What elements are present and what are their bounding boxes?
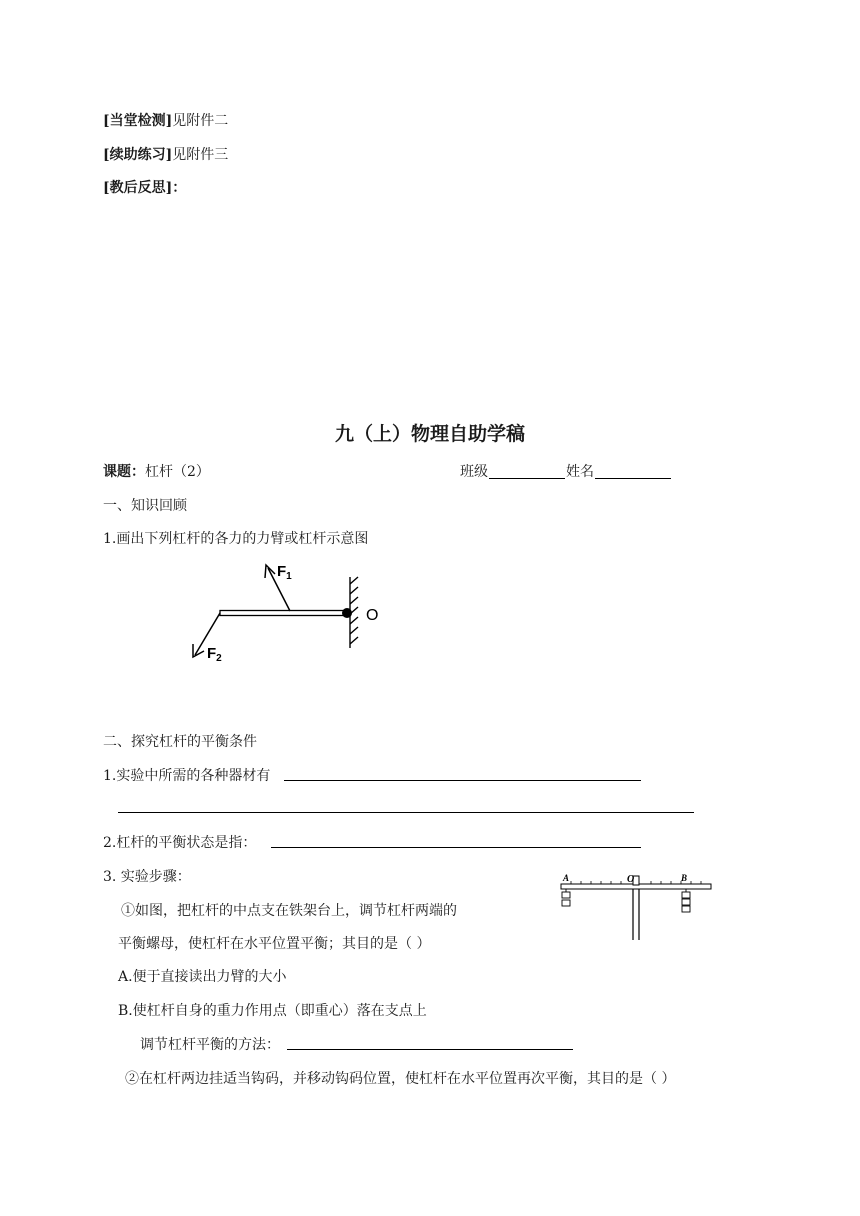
step1-line1: ①如图，把杠杆的中点支在铁架台上，调节杠杆两端的 bbox=[121, 903, 457, 919]
section2-question1: 1.实验中所需的各种器材有 bbox=[103, 768, 271, 784]
lever-bar bbox=[220, 611, 345, 616]
section2-question3: 3. 实验步骤： bbox=[103, 869, 191, 885]
step1-line2: 平衡螺母，使杠杆在水平位置平衡；其目的是（ ） bbox=[118, 936, 431, 952]
topic-value: 杠杆（2） bbox=[145, 464, 210, 480]
name-label: 姓名 bbox=[566, 464, 594, 480]
page-title: 九（上）物理自助学稿 bbox=[334, 423, 525, 445]
topic-label: 课题： bbox=[103, 464, 145, 480]
reflection-line bbox=[103, 177, 186, 197]
point-a-label: A bbox=[563, 873, 570, 883]
lever-balance-diagram bbox=[556, 870, 716, 945]
f2-label: $F_2$ bbox=[207, 645, 222, 664]
method-blank[interactable] bbox=[287, 1049, 573, 1050]
section1-heading: 一、知识回顾 bbox=[103, 498, 187, 514]
reflection-tag: [教后反思] bbox=[103, 180, 173, 196]
point-o-label: O bbox=[627, 874, 635, 885]
step2-line: ②在杠杆两边挂适当钩码，并移动钩码位置，使杠杆在水平位置再次平衡，其目的是（ ） bbox=[125, 1071, 676, 1087]
weights-left bbox=[562, 889, 570, 906]
section2-question2: 2.杠杆的平衡状态是指： bbox=[103, 835, 257, 851]
follow-practice-line bbox=[103, 144, 228, 164]
equipment-blank-1[interactable] bbox=[284, 780, 641, 781]
topic-line bbox=[103, 461, 210, 481]
pivot-point bbox=[342, 608, 352, 618]
section2-heading: 二、探究杠杆的平衡条件 bbox=[103, 734, 257, 750]
point-b-label: B bbox=[681, 873, 688, 883]
follow-practice-tag: [续助练习] bbox=[103, 147, 173, 163]
f1-label: $F_1$ bbox=[277, 563, 292, 582]
method-label: 调节杠杆平衡的方法： bbox=[140, 1037, 280, 1053]
option-a: A.便于直接读出力臂的大小 bbox=[118, 969, 287, 985]
section1-question1: 1.画出下列杠杆的各力的力臂或杠杆示意图 bbox=[103, 531, 369, 547]
balance-state-blank[interactable] bbox=[271, 847, 641, 848]
option-b: B.使杠杆自身的重力作用点（即重心）落在支点上 bbox=[118, 1003, 427, 1019]
stand-pole bbox=[633, 889, 639, 940]
current-check-tag: [当堂检测] bbox=[103, 113, 173, 129]
name-blank[interactable] bbox=[595, 478, 671, 479]
current-check-text: 见附件二 bbox=[172, 113, 229, 129]
pivot-o-label: O bbox=[366, 607, 379, 624]
current-check-line bbox=[103, 110, 228, 130]
reflection-text: ： bbox=[172, 180, 187, 196]
follow-practice-text: 见附件三 bbox=[172, 147, 229, 163]
weights-right bbox=[682, 889, 690, 912]
lever-force-diagram bbox=[180, 558, 400, 670]
class-label: 班级 bbox=[460, 464, 488, 480]
class-blank[interactable] bbox=[489, 478, 565, 479]
equipment-blank-2[interactable] bbox=[118, 812, 694, 813]
